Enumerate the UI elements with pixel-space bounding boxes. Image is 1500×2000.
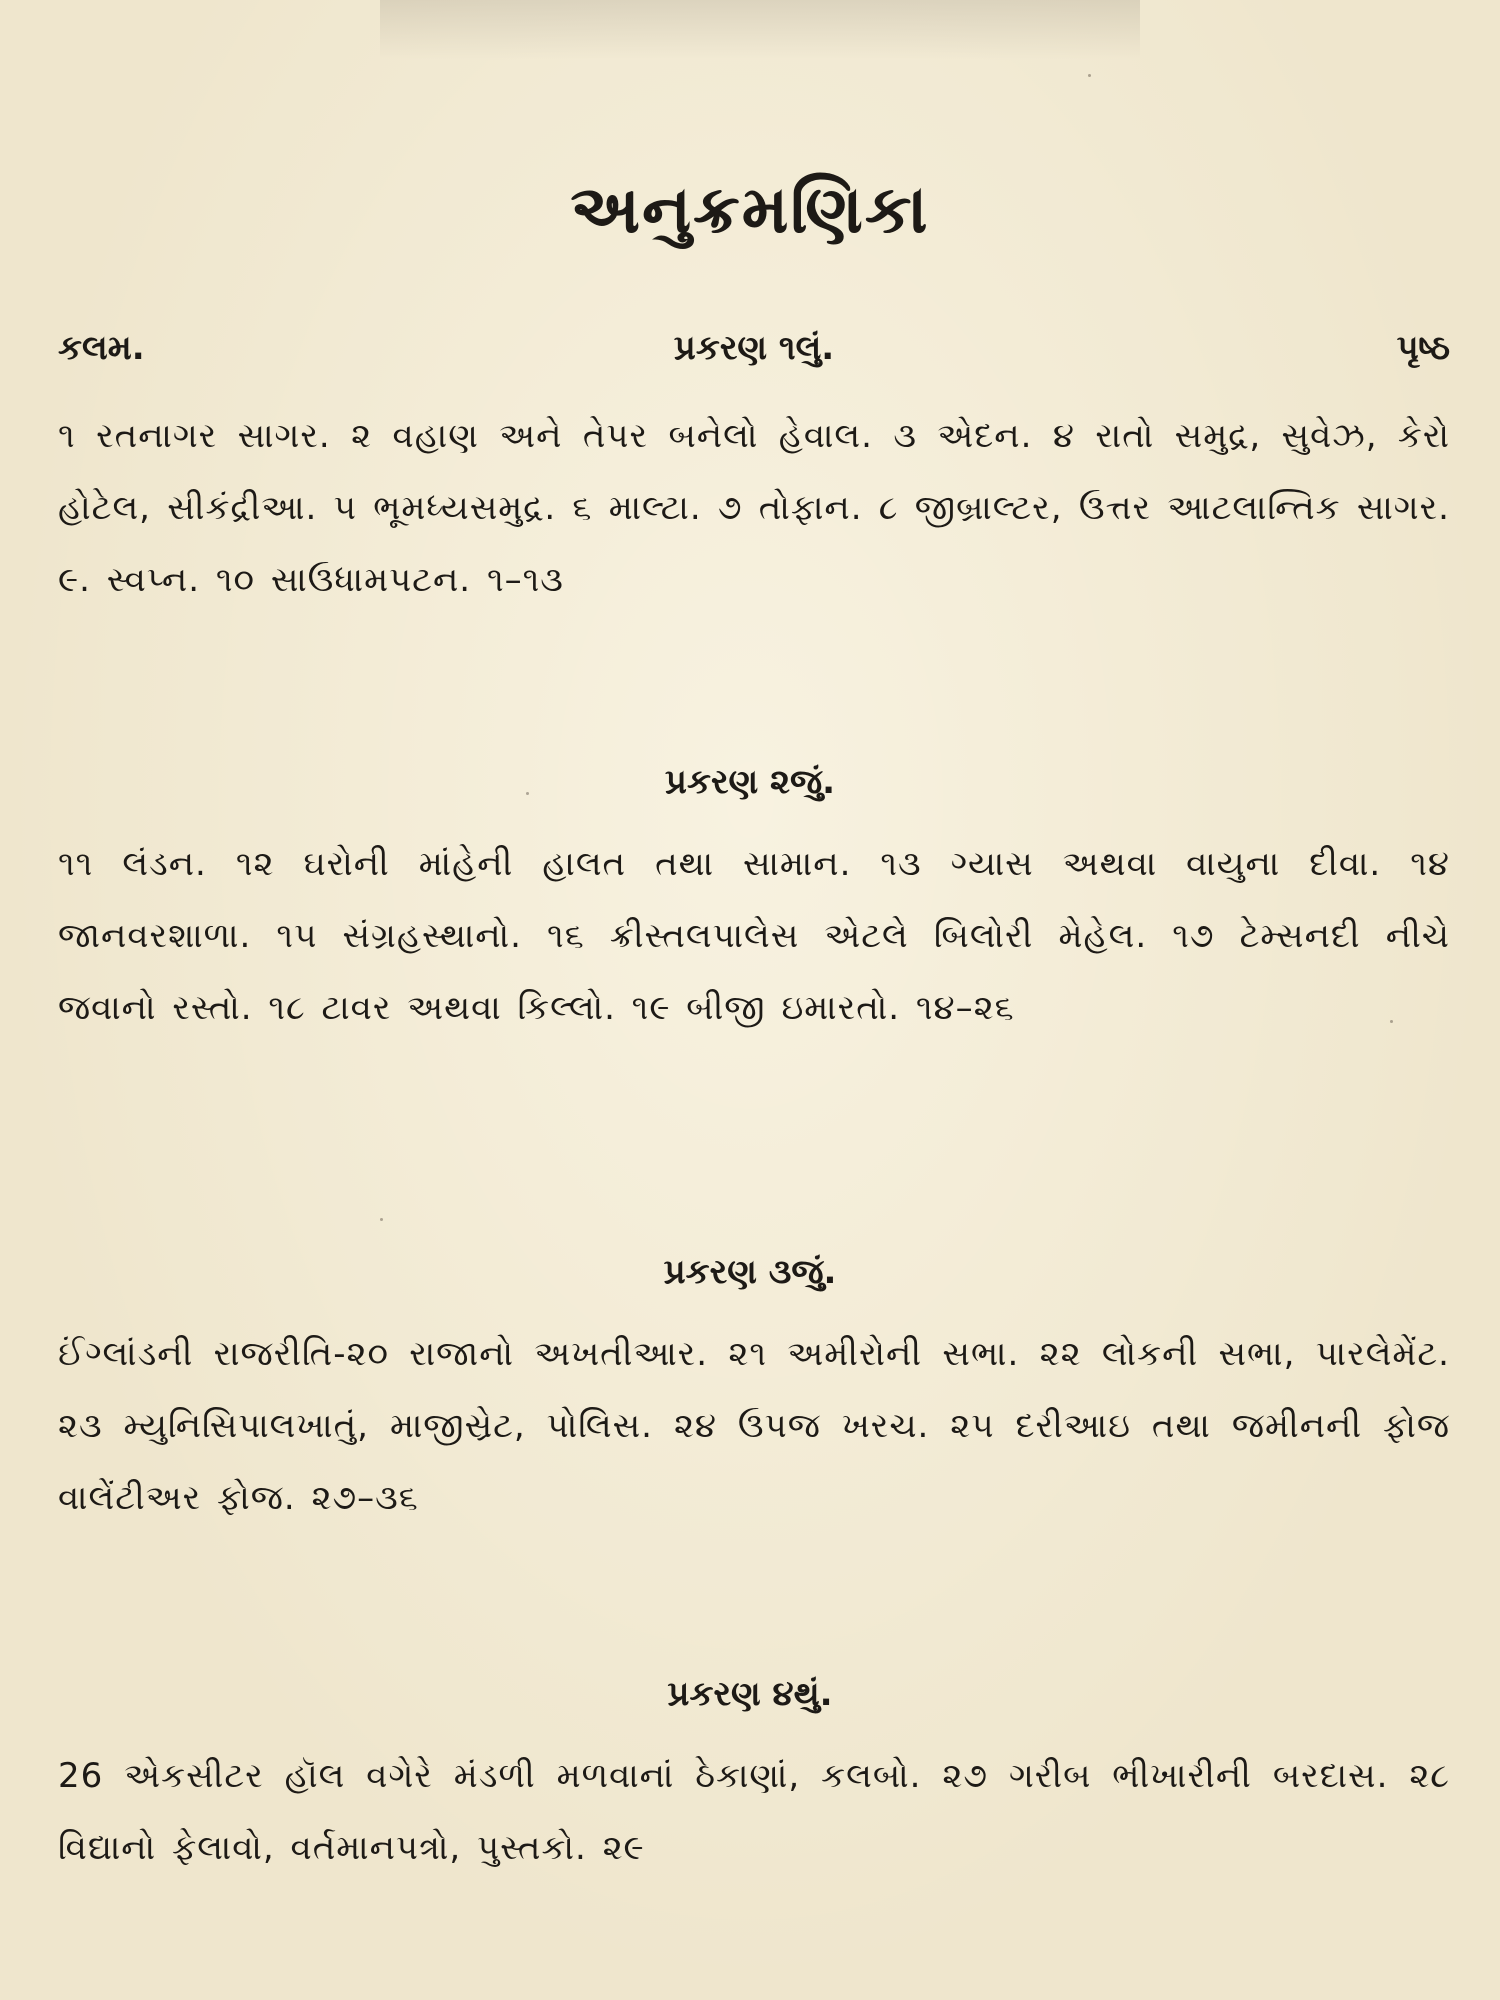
chapter-1-page-range: ૧–૧૩ (486, 560, 564, 600)
column-label-clause: કલમ. (58, 328, 145, 368)
chapter-4-contents (58, 1740, 1450, 1884)
show-through-bleed (380, 0, 1140, 60)
chapter-4-heading: પ્રકરણ ૪થું. (667, 1674, 833, 1714)
chapter-2-text: ૧૧ લંડન. ૧૨ ઘરોની માંહેની હાલત તથા સામાન. ૧૩ ગ્યાસ અથવા વાયુના દીવા. ૧૪ જાનવરશાળા. ૧૫ સંગ્રહસ્થાનો. ૧૬ ક્રીસ્તલપાલેસ એટલે બિલોરી મેહેલ. ૧૭ ટેમ્સનદી નીચે જવાનો રસ્તો. ૧૮ ટાવર અથવા કિલ્લો. ૧૯ બીજી ઇમારતો. (58, 844, 1450, 1028)
chapter-4-text: 26 એકસીટર હૉલ વગેરે મંડળી મળવાનાં ઠેકાણાં, કલબો. ૨૭ ગરીબ ભીખારીની બરદાસ. ૨૮ વિદ્યાનો ફેલાવો, વર્તમાનપત્રો, પુસ્તકો. ૨૯ (58, 1756, 1450, 1868)
chapter-2-heading: પ્રકરણ ૨જું. (664, 762, 836, 802)
chapter-1-text: ૧ રતનાગર સાગર. ૨ વહાણ અને તેપર બનેલો હેવાલ. ૩ એદન. ૪ રાતો સમુદ્ર, સુવેઝ, કેરો હોટેલ, સીકંદ્રીઆ. ૫ ભૂમધ્યસમુદ્ર. ૬ માલ્ટા. ૭ તોફાન. ૮ જીબ્રાલ્ટર, ઉત્તર આટલાન્તિક સાગર. ૯. સ્વપ્ન. ૧૦ સાઉધામપટન. (58, 416, 1450, 600)
page-title: અનુક્રમણિકા (570, 171, 930, 248)
chapter-2-page-range: ૧૪–૨૬ (915, 988, 1015, 1028)
chapter-3-page-range: ૨૭–૩૬ (311, 1478, 419, 1518)
chapter-1-heading: પ્રકરણ ૧લું. (673, 328, 835, 368)
chapter-2-contents (58, 828, 1450, 1044)
index-header-row (58, 318, 1450, 378)
column-label-page: પૃષ્ઠ (1396, 328, 1450, 368)
chapter-1-contents (58, 400, 1450, 616)
chapter-3-contents (58, 1318, 1450, 1534)
chapter-3-text: ઈંગ્લાંડની રાજરીતિ-૨૦ રાજાનો અખતીઆર. ૨૧ અમીરોની સભા. ૨૨ લોકની સભા, પારલેમેંટ. ૨૩ મ્યુનિસિપાલખાતું, માજીસ્રેટ, પોલિસ. ૨૪ ઉપજ ખરચ. ૨૫ દરીઆઇ તથા જમીનની ફોજ વાલેંટીઅર ફોજ. (58, 1334, 1450, 1518)
chapter-3-heading: પ્રકરણ ૩જું. (663, 1252, 837, 1292)
